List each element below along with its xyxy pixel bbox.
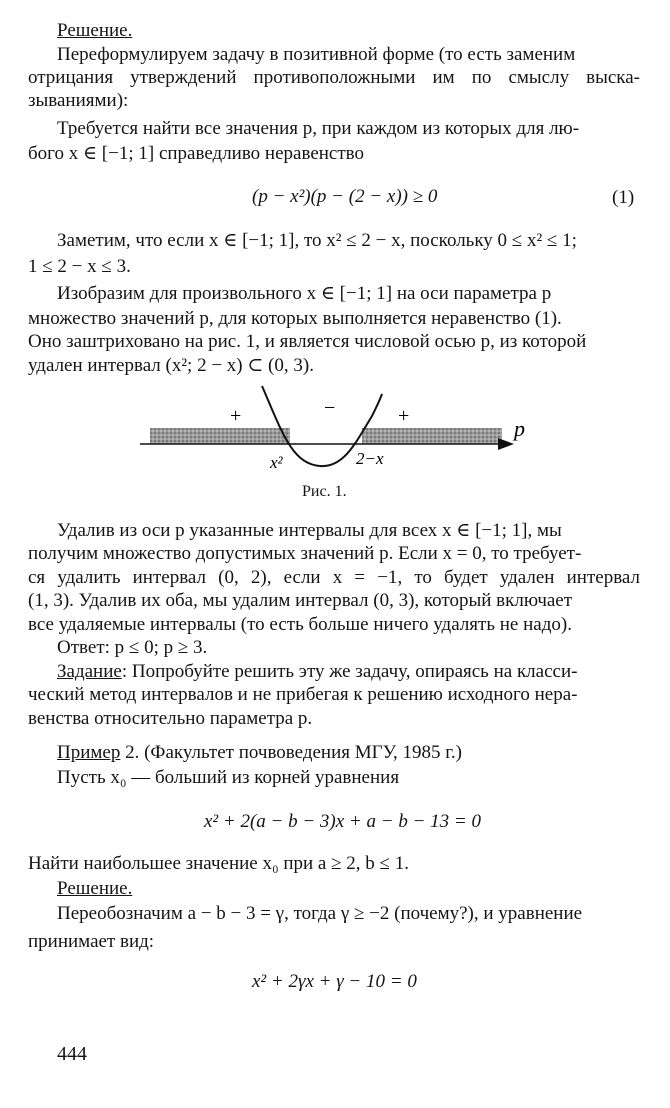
paragraph-line: Оно заштриховано на рис. 1, и является числовой осью p, из которой — [28, 331, 587, 352]
task-label: Задание — [57, 661, 122, 682]
paragraph-line: венства относительно параметра p. — [28, 708, 313, 729]
shaded-region-right — [362, 428, 502, 444]
paragraph-line: отрицания утверждений противоположными им по смыслу выска- — [28, 67, 640, 88]
paragraph-line: Заметим, что если x ∈ [−1; 1], то x² ≤ 2 − x, поскольку 0 ≤ x² ≤ 1; — [57, 230, 577, 251]
inequality-1: (p − x²)(p − (2 − x)) ≥ 0 — [252, 186, 438, 207]
paragraph-line: Найти наибольшее значение x₀ при a ≥ 2, b ≤ 1. — [28, 853, 409, 874]
paragraph-line: Удалив из оси p указанные интервалы для всех x ∈ [−1; 1], мы — [57, 520, 562, 541]
paragraph-line: получим множество допустимых значений p. Если x = 0, то требует- — [28, 543, 582, 564]
equation-2: x² + 2(a − b − 3)x + a − b − 13 = 0 — [204, 811, 481, 832]
paragraph-line: ческий метод интервалов и не прибегая к решению исходного нера- — [28, 684, 578, 705]
middle-sign: − — [324, 397, 336, 419]
solution-heading: Решение. — [57, 20, 133, 41]
paragraph-line: зываниями): — [28, 90, 129, 111]
paragraph-line: принимает вид: — [28, 931, 155, 952]
equation-number: (1) — [612, 187, 635, 208]
right-sign: + — [398, 405, 410, 427]
shaded-region-left — [150, 428, 290, 444]
paragraph-line: все удаляемые интервалы (то есть больше ничего удалять не надо). — [28, 614, 572, 635]
figure-1 — [130, 380, 540, 480]
left-sign: + — [230, 405, 242, 427]
answer-line: Ответ: p ≤ 0; p ≥ 3. — [57, 637, 208, 658]
paragraph-line: Пусть x₀ — больший из корней уравнения — [57, 767, 400, 788]
equation-3: x² + 2γx + γ − 10 = 0 — [252, 971, 417, 992]
page-number: 444 — [57, 1043, 87, 1065]
paragraph-line: бого x ∈ [−1; 1] справедливо неравенство — [28, 143, 365, 164]
task-text: : Попробуйте решить эту же задачу, опираясь на класси- — [121, 661, 578, 682]
example-label: Пример — [57, 742, 121, 763]
paragraph-line: ся удалить интервал (0, 2), если x = −1, то будет удален интервал — [28, 567, 640, 588]
paragraph-line: удален интервал (x²; 2 − x) ⊂ (0, 3). — [28, 355, 314, 376]
paragraph-line: Переформулируем задачу в позитивной форме (то есть заменим — [57, 44, 576, 65]
left-root-label: x² — [270, 453, 283, 472]
paragraph-line: Требуется найти все значения p, при каждом из которых для лю- — [57, 118, 580, 139]
paragraph-line: Переобозначим a − b − 3 = γ, тогда γ ≥ −2 (почему?), и уравнение — [57, 903, 583, 924]
paragraph-line: (1, 3). Удалив их оба, мы удалим интервал (0, 3), который включает — [28, 590, 573, 611]
example-line — [57, 742, 462, 764]
task-line — [57, 661, 577, 683]
solution-heading: Решение. — [57, 878, 133, 899]
figure-caption: Рис. 1. — [302, 483, 347, 500]
paragraph-line: Изобразим для произвольного x ∈ [−1; 1] на оси параметра p — [57, 283, 552, 304]
axis-arrowhead — [498, 438, 514, 450]
paragraph-line: 1 ≤ 2 − x ≤ 3. — [28, 256, 131, 277]
right-root-label: 2−x — [356, 449, 384, 468]
paragraph-line: множество значений p, для которых выполняется неравенство (1). — [28, 308, 562, 329]
example-text: 2. (Факультет почвоведения МГУ, 1985 г.) — [120, 742, 462, 763]
axis-label: p — [514, 416, 525, 441]
